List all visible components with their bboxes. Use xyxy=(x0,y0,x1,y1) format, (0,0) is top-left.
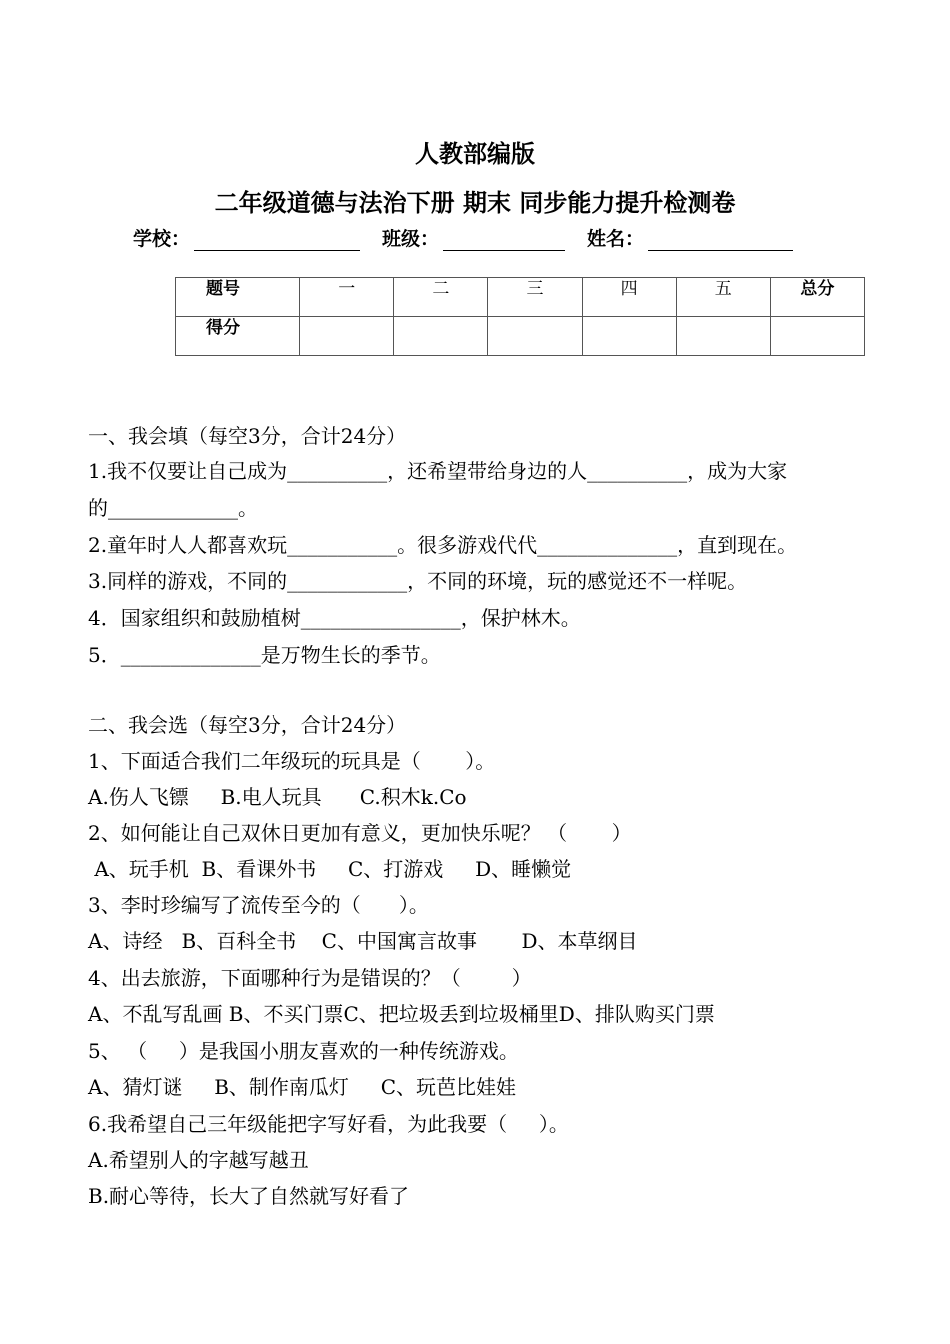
question-line: 的_____________。 xyxy=(88,496,258,520)
table-header: 题号 xyxy=(176,278,300,317)
options-line: A、不乱写乱画 B、不买门票C、把垃圾丢到垃圾桶里D、排队购买门票 xyxy=(88,1002,715,1026)
question-line: 5．______________是万物生长的季节。 xyxy=(88,643,441,667)
score-row-label: 得分 xyxy=(176,317,300,356)
question-line: 4．国家组织和鼓励植树________________，保护林木。 xyxy=(88,606,581,630)
options-line: B.耐心等待，长大了自然就写好看了 xyxy=(88,1184,410,1208)
options-line: A.希望别人的字越写越丑 xyxy=(88,1148,309,1172)
student-info xyxy=(133,224,815,251)
score-cell[interactable] xyxy=(488,317,582,356)
score-cell[interactable] xyxy=(394,317,488,356)
question-line: 2、如何能让自己双休日更加有意义，更加快乐呢？ （ ） xyxy=(88,821,632,845)
question-line: 1.我不仅要让自己成为__________，还希望带给身边的人__________，成为大家 xyxy=(88,459,788,483)
table-header: 五 xyxy=(676,278,770,317)
options-line: A.伤人飞镖 B.电人玩具 C.积木k.Co xyxy=(88,785,467,809)
score-cell[interactable] xyxy=(676,317,770,356)
class-label: 班级： xyxy=(382,228,440,250)
options-line: A、诗经 B、百科全书 C、中国寓言故事 D、本草纲目 xyxy=(88,929,638,953)
score-row xyxy=(176,317,865,356)
score-cell[interactable] xyxy=(770,317,864,356)
table-header: 三 xyxy=(488,278,582,317)
table-header: 总分 xyxy=(770,278,864,317)
score-table xyxy=(175,277,865,356)
options-line: A、玩手机 B、看课外书 C、打游戏 D、睡懒觉 xyxy=(88,857,572,881)
options-line: A、猜灯谜 B、制作南瓜灯 C、玩芭比娃娃 xyxy=(88,1075,517,1099)
question-line: 4、出去旅游，下面哪种行为是错误的？（ ） xyxy=(88,966,532,990)
table-header: 二 xyxy=(394,278,488,317)
score-cell[interactable] xyxy=(300,317,394,356)
table-header: 一 xyxy=(300,278,394,317)
exam-title: 二年级道德与法治下册 期末 同步能力提升检测卷 xyxy=(214,189,736,217)
question-line: 2.童年时人人都喜欢玩___________。很多游戏代代______________，直到现在。 xyxy=(88,533,798,557)
question-line: 3.同样的游戏，不同的____________，不同的环境，玩的感觉还不一样呢。 xyxy=(88,569,748,593)
name-label: 姓名： xyxy=(587,228,645,250)
question-line: 6.我希望自己三年级能把字写好看，为此我要（ ）。 xyxy=(88,1112,569,1136)
section-heading: 二、我会选（每空3分，合计24分） xyxy=(88,713,407,737)
section-heading: 一、我会填（每空3分，合计24分） xyxy=(88,424,407,448)
table-header-row xyxy=(176,278,865,317)
class-field[interactable] xyxy=(443,230,565,251)
table-header: 四 xyxy=(582,278,676,317)
question-line: 3、李时珍编写了流传至今的（ ）。 xyxy=(88,893,429,917)
school-label: 学校： xyxy=(133,228,191,250)
school-field[interactable] xyxy=(194,230,360,251)
question-line: 1、下面适合我们二年级玩的玩具是（ ）。 xyxy=(88,749,496,773)
publisher-title: 人教部编版 xyxy=(415,140,535,168)
question-line: 5、 （ ）是我国小朋友喜欢的一种传统游戏。 xyxy=(88,1039,519,1063)
score-cell[interactable] xyxy=(582,317,676,356)
name-field[interactable] xyxy=(648,230,793,251)
